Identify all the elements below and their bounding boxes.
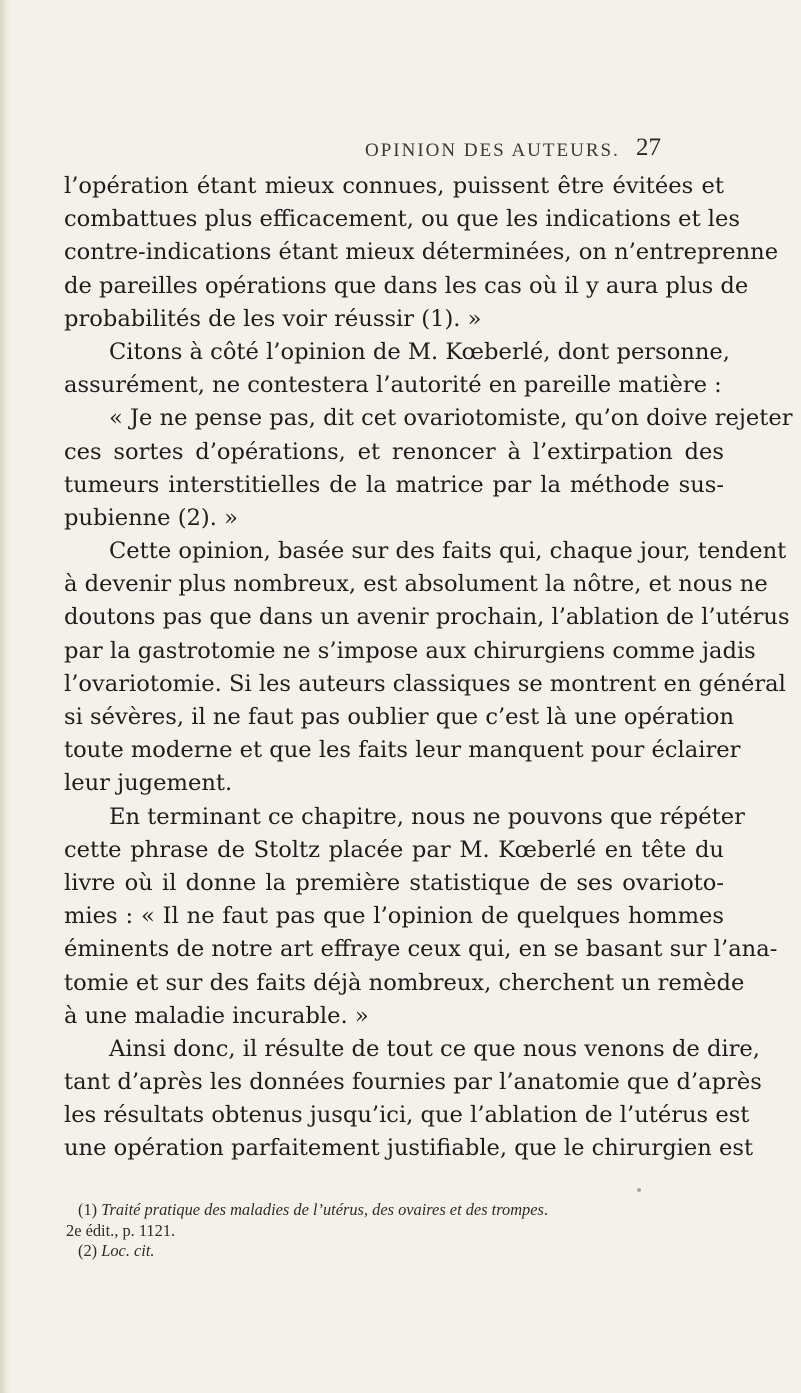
- text-line: de pareilles opérations que dans les cas où il y aura plus de: [64, 272, 749, 299]
- text-line: ces sortes d’opérations, et renoncer à l’extirpation des: [64, 438, 724, 465]
- text-line: livre où il donne la première statistique de ses ovarioto-: [64, 869, 724, 896]
- text-line: par la gastrotomie ne s’impose aux chirurgiens comme jadis: [64, 637, 756, 664]
- text-line: cette phrase de Stoltz placée par M. Kœberlé en tête du: [64, 836, 724, 863]
- page-binding-edge: [0, 0, 10, 1393]
- text-line: doutons pas que dans un avenir prochain, l’ablation de l’utérus: [64, 604, 790, 631]
- footnote-2-text: Loc. cit.: [101, 1241, 155, 1260]
- print-speck: [637, 1188, 641, 1192]
- text-line: une opération parfaitement justifiable, que le chirurgien est: [64, 1135, 754, 1162]
- text-line: à devenir plus nombreux, est absolument la nôtre, et nous ne: [64, 571, 768, 598]
- page-number: 27: [636, 134, 661, 161]
- text-line: Ainsi donc, il résulte de tout ce que nous venons de dire,: [109, 1035, 760, 1062]
- footnote-1: [66, 1200, 726, 1221]
- text-line: l’ovariotomie. Si les auteurs classiques se montrent en général: [64, 670, 786, 697]
- text-line: tant d’après les données fournies par l’anatomie que d’après: [64, 1069, 762, 1096]
- text-line: assurément, ne contestera l’autorité en pareille matière :: [64, 372, 722, 399]
- text-line: tumeurs interstitielles de la matrice par la méthode sus-: [64, 471, 724, 498]
- text-line: probabilités de les voir réussir (1). »: [64, 305, 482, 332]
- footnote-2: [66, 1241, 726, 1262]
- text-line: pubienne (2). »: [64, 504, 238, 531]
- footnote-1-punct: .: [543, 1200, 548, 1219]
- text-line: Cette opinion, basée sur des faits qui, chaque jour, tendent: [109, 538, 787, 565]
- text-line: à une maladie incurable. »: [64, 1002, 369, 1029]
- text-line: leur jugement.: [64, 770, 233, 797]
- text-line: l’opération étant mieux connues, puissent être évitées et: [64, 173, 724, 199]
- text-line: contre-indications étant mieux déterminées, on n’entreprenne: [64, 239, 779, 266]
- footnotes: [66, 1200, 726, 1262]
- text-line: mies : « Il ne faut pas que l’opinion de quelques hommes: [64, 903, 724, 930]
- text-line: combattues plus efficacement, ou que les indications et les: [64, 206, 741, 233]
- footnote-2-marker: (2): [78, 1241, 98, 1260]
- text-line: les résultats obtenus jusqu’ici, que l’ablation de l’utérus est: [64, 1102, 750, 1129]
- footnote-1-continuation: 2e édit., p. 1121.: [66, 1220, 176, 1240]
- footnote-1-marker: (1): [78, 1200, 98, 1219]
- text-line: tomie et sur des faits déjà nombreux, cherchent un remède: [64, 969, 745, 996]
- text-line: éminents de notre art effraye ceux qui, en se basant sur l’ana-: [64, 936, 778, 963]
- running-head: OPINION DES AUTEURS.: [365, 140, 620, 161]
- text-line: si sévères, il ne faut pas oublier que c’est là une opération: [64, 704, 735, 730]
- text-line: toute moderne et que les faits leur manquent pour éclairer: [64, 737, 741, 764]
- text-line: Citons à côté l’opinion de M. Kœberlé, dont personne,: [109, 338, 730, 365]
- body-text: [64, 170, 793, 1166]
- text-line: « Je ne pense pas, dit cet ovariotomiste, qu’on doive rejeter: [109, 405, 793, 432]
- text-line: En terminant ce chapitre, nous ne pouvons que répéter: [109, 803, 745, 830]
- footnote-1-title: Traité pratique des maladies de l’utérus, des ovaires et des trompes: [101, 1200, 544, 1219]
